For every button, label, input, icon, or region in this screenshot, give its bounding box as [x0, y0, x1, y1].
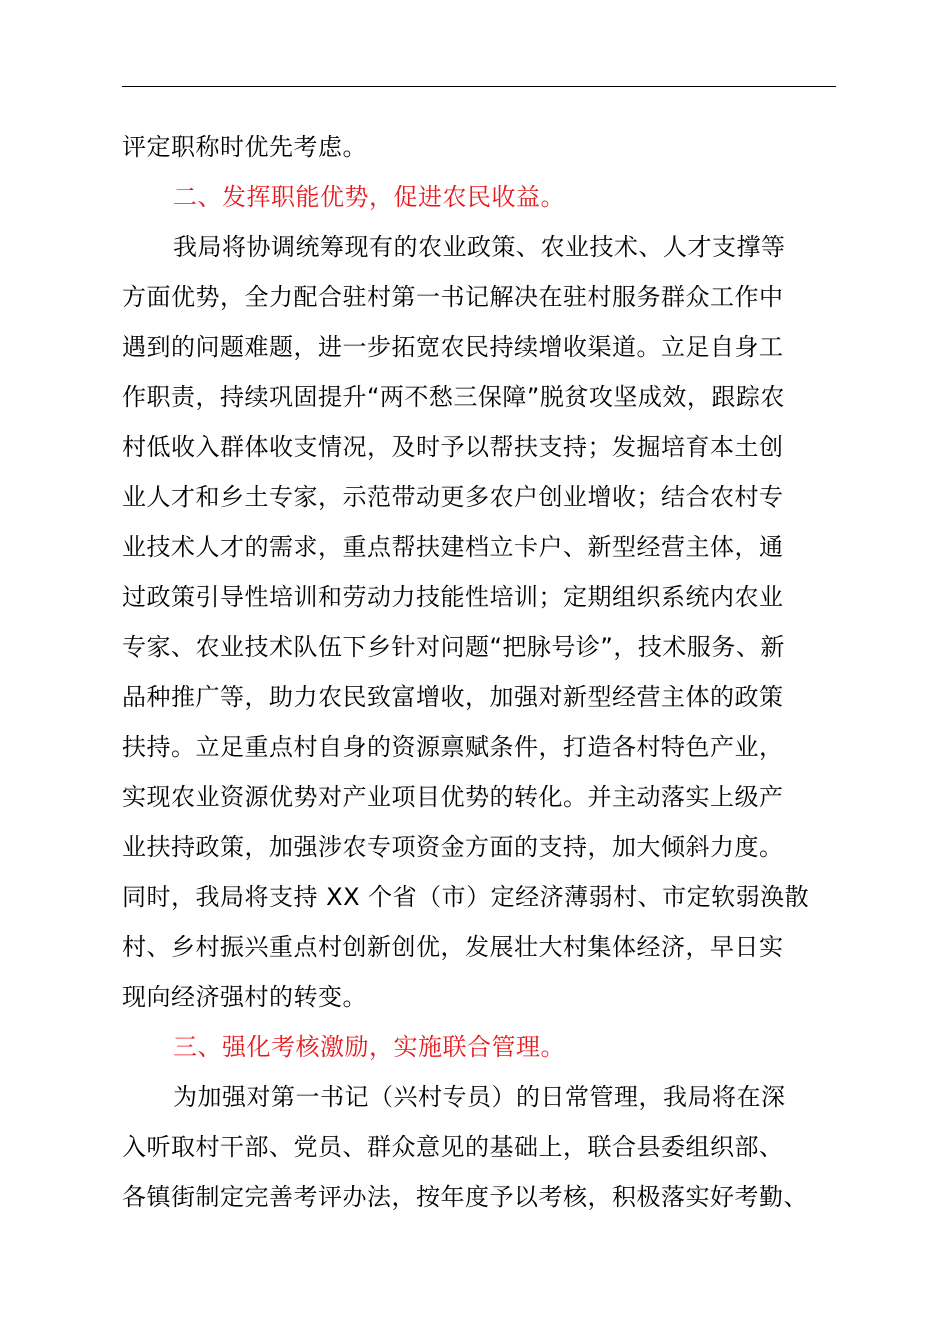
- paragraph-line: 为加强对第一书记（兴村专员）的日常管理，我局将在深: [173, 1083, 786, 1111]
- paragraph-line: 同时，我局将支持 XX 个省（市）定经济薄弱村、市定软弱涣散: [122, 883, 810, 911]
- section-heading-3: 三、强化考核激励，实施联合管理。: [173, 1033, 565, 1061]
- paragraph-line: 业扶持政策，加强涉农专项资金方面的支持，加大倾斜力度。: [122, 833, 784, 861]
- paragraph-line: 遇到的问题难题，进一步拓宽农民持续增收渠道。立足自身工: [122, 333, 784, 361]
- paragraph-line: 业人才和乡土专家，示范带动更多农户创业增收；结合农村专: [122, 483, 784, 511]
- paragraph-line: 我局将协调统筹现有的农业政策、农业技术、人才支撑等: [173, 233, 786, 261]
- paragraph-line: 现向经济强村的转变。: [122, 983, 367, 1011]
- paragraph-line: 入听取村干部、党员、群众意见的基础上，联合县委组织部、: [122, 1133, 784, 1161]
- paragraph-line: 方面优势，全力配合驻村第一书记解决在驻村服务群众工作中: [122, 283, 784, 311]
- paragraph-line: 扶持。立足重点村自身的资源禀赋条件，打造各村特色产业，: [122, 733, 784, 761]
- paragraph-line: 过政策引导性培训和劳动力技能性培训；定期组织系统内农业: [122, 583, 784, 611]
- paragraph-line: 评定职称时优先考虑。: [122, 133, 367, 161]
- paragraph-line: 实现农业资源优势对产业项目优势的转化。并主动落实上级产: [122, 783, 784, 811]
- header-rule: [122, 86, 836, 87]
- paragraph-line: 各镇街制定完善考评办法，按年度予以考核，积极落实好考勤、: [122, 1183, 808, 1211]
- paragraph-line: 村、乡村振兴重点村创新创优，发展壮大村集体经济，早日实: [122, 933, 784, 961]
- paragraph-line: 品种推广等，助力农民致富增收，加强对新型经营主体的政策: [122, 683, 784, 711]
- paragraph-line: 业技术人才的需求，重点帮扶建档立卡户、新型经营主体，通: [122, 533, 784, 561]
- paragraph-line: 村低收入群体收支情况，及时予以帮扶支持；发掘培育本土创: [122, 433, 784, 461]
- section-heading-2: 二、发挥职能优势，促进农民收益。: [173, 183, 565, 211]
- paragraph-line: 作职责，持续巩固提升“两不愁三保障”脱贫攻坚成效，跟踪农: [122, 383, 785, 411]
- paragraph-line: 专家、农业技术队伍下乡针对问题“把脉号诊”，技术服务、新: [122, 633, 785, 661]
